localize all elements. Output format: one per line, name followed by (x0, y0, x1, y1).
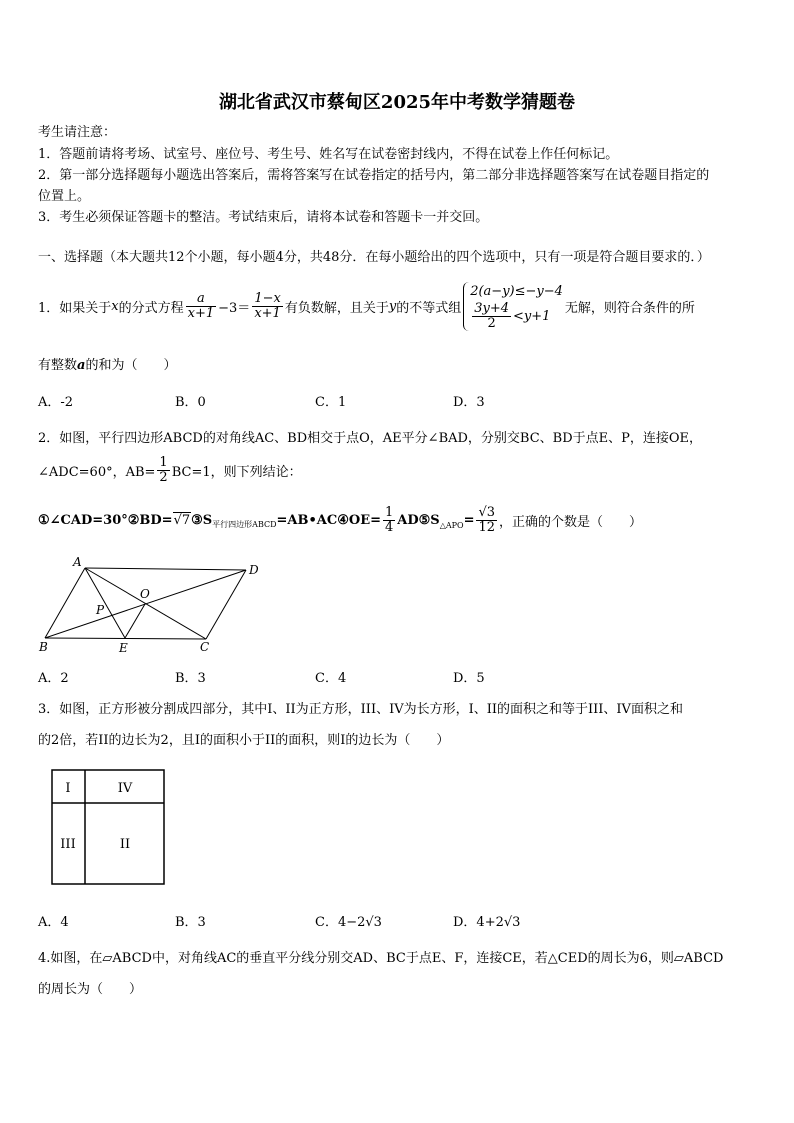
q1-text: 有负数解，且关于 (284, 300, 389, 316)
label-d: D (249, 563, 259, 577)
q2-option-d[interactable]: D．5 (453, 671, 485, 686)
page-title: 湖北省武汉市蔡甸区2025年中考数学猜题卷 (218, 92, 576, 113)
q1-ineq2-num: 3y+4 (474, 300, 509, 316)
q3-option-b[interactable]: B．3 (175, 915, 206, 930)
q1-text: 的不等式组 (396, 300, 462, 316)
q1-option-c[interactable]: C．1 (315, 395, 347, 410)
question-3-line1: 3．如图，正方形被分割成四部分，其中I、II为正方形，III、IV为长方形，I、II的面积之和等于III、IV面积之和 (38, 702, 683, 717)
side-bc (45, 638, 206, 639)
notice-item: 位置上。 (38, 189, 91, 204)
q2-sqrt3-fraction (476, 506, 497, 535)
q2-sqrt7-radicand: 7 (181, 513, 191, 528)
q2-conclusion-3: ③S (191, 512, 213, 528)
q3-option-d[interactable]: D．4+2√3 (453, 915, 521, 930)
q1-option-a[interactable]: A．-2 (38, 395, 74, 410)
q2-half-den: 2 (159, 469, 168, 485)
notice-item: 3．考生必须保证答题卡的整洁。考试结束后，请将本试卷和答题卡一并交回。 (38, 210, 489, 225)
q2-half-num: 1 (159, 454, 168, 470)
q2-conclusion-5-sub: △APO (439, 521, 464, 530)
q2-option-a[interactable]: A．2 (38, 671, 69, 686)
q2-conclusion-5-eq: = (463, 512, 475, 528)
q2-conclusion-3-4: =AB•AC④OE= (276, 512, 382, 528)
question-2-conclusions (38, 500, 642, 540)
q3-square-figure (50, 768, 168, 888)
segment-ae (85, 568, 125, 638)
label-e: E (119, 641, 128, 655)
label-i: I (65, 781, 71, 796)
q2-option-c[interactable]: C．4 (315, 671, 347, 686)
notice-heading: 考生请注意： (38, 125, 117, 140)
q1-line2-a: 有整数 (38, 358, 78, 373)
q2-conclusion-3-sub: 平行四边形ABCD (212, 520, 277, 529)
q1-ineq1: 2(a−y)≤−y−4 (470, 283, 563, 299)
label-c: C (200, 640, 210, 654)
question-2-line1: 2．如图，平行四边形ABCD的对角线AC、BD相交于点O，AE平分∠BAD，分别交BC、BD于点E、P，连接OE， (38, 431, 703, 446)
q1-inequality-system (463, 282, 563, 331)
question-1-line2 (38, 354, 176, 373)
q1-frac2-den: x+1 (254, 305, 281, 321)
q2-sqrt7: √7 (173, 513, 191, 528)
label-o: O (140, 587, 150, 601)
q2-half-fraction (157, 456, 169, 485)
q1-prefix: 1．如果关于 (38, 300, 112, 316)
question-4-line1: 4.如图，在▱ABCD中，对角线AC的垂直平分线分别交AD、BC于点E、F，连接CE，若△CED的周长为6，则▱ABCD (38, 951, 724, 966)
label-iv: IV (117, 781, 133, 796)
notice-item: 2．第一部分选择题每小题选出答案后，需将答案写在试卷指定的括号内，第二部分非选择题答案写在试卷题目指定的 (38, 168, 710, 183)
side-ad (85, 568, 246, 570)
q1-text: 的分式方程 (118, 300, 184, 316)
q3-option-a[interactable]: A．4 (38, 915, 69, 930)
q1-minus3: −3＝ (218, 300, 251, 316)
q2-line2-a: ∠ADC=60°，AB= (38, 464, 156, 480)
q2-tail: ，正确的个数是（ ） (499, 514, 643, 530)
question-2-line2 (38, 452, 302, 488)
q1-fraction (252, 292, 283, 321)
label-p: P (96, 603, 105, 617)
q1-option-d[interactable]: D．3 (453, 395, 485, 410)
q2-quarter-fraction (383, 506, 395, 535)
label-ii: II (119, 837, 131, 852)
q1-line2-b: 的和为（ ） (85, 358, 177, 373)
notice-item: 1．答题前请将考场、试室号、座位号、考生号、姓名写在试卷密封线内，不得在试卷上作任何标记。 (38, 147, 619, 162)
q1-text: 无解，则符合条件的所 (564, 300, 695, 316)
question-1-stem (38, 276, 695, 336)
q1-frac2-num: 1−x (254, 290, 281, 306)
q1-var-a: a (77, 358, 86, 373)
q2-sqrt3-num: √3 (478, 504, 496, 520)
question-3-line2: 的2倍，若II的边长为2，且I的面积小于II的面积，则I的边长为（ ） (38, 733, 450, 748)
label-b: B (39, 640, 48, 654)
side-dc (206, 570, 246, 639)
q2-quarter-den: 4 (385, 519, 394, 535)
q2-parallelogram-figure (36, 556, 266, 656)
q3-option-c[interactable]: C．4−2√3 (315, 915, 382, 930)
q1-var-x: x (111, 298, 119, 314)
question-4-line2: 的周长为（ ） (38, 982, 143, 997)
q2-line2-b: BC=1，则下列结论： (171, 464, 302, 480)
q2-conclusion-4-5: AD⑤S (397, 512, 440, 528)
section-heading: 一、选择题（本大题共12个小题，每小题4分，共48分．在每小题给出的四个选项中，只有一项是符合题目要求的．） (38, 250, 710, 265)
q1-ineq2-rhs: <y+1 (512, 308, 551, 324)
q1-fraction (186, 292, 217, 321)
q1-ineq2 (470, 302, 563, 331)
side-ab (45, 568, 85, 638)
q2-option-b[interactable]: B．3 (175, 671, 206, 686)
diagonal-bd (45, 570, 246, 638)
q1-var-y: y (388, 298, 397, 314)
q2-sqrt3-den: 12 (478, 519, 496, 535)
q1-frac1-den: x+1 (187, 305, 215, 321)
q1-ineq2-den: 2 (487, 315, 496, 331)
q2-conclusion-1-2: ①∠CAD=30°②BD= (38, 512, 173, 528)
segment-oe (125, 604, 145, 638)
q1-option-b[interactable]: B．0 (175, 395, 206, 410)
q2-quarter-num: 1 (385, 504, 394, 520)
label-iii: III (60, 837, 76, 852)
q1-ineq2-fraction (472, 302, 511, 331)
label-a: A (73, 556, 82, 569)
q1-frac1-num: a (186, 292, 217, 307)
